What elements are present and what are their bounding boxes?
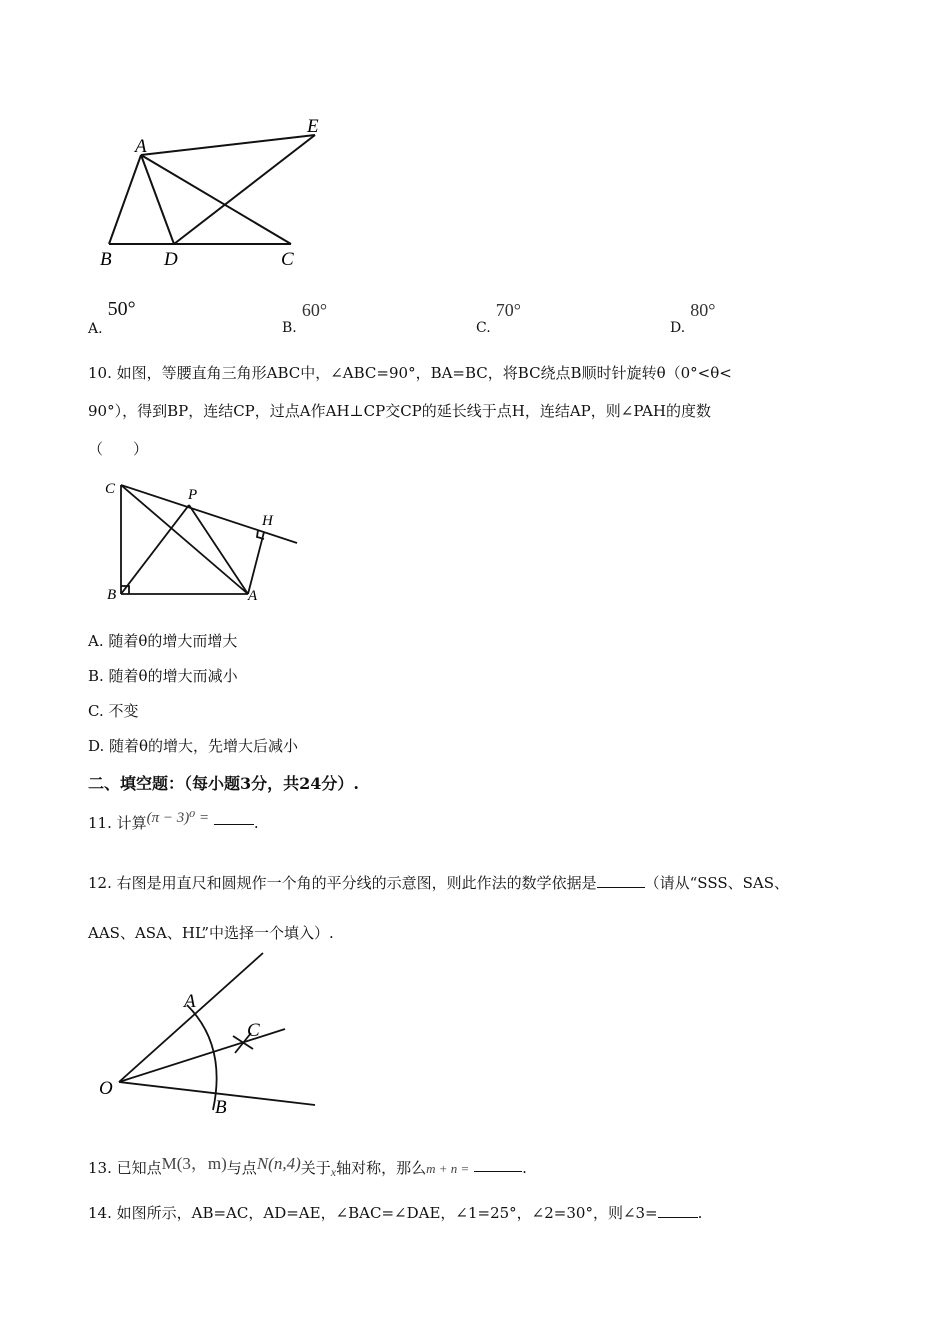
q10-label-h: H bbox=[262, 513, 273, 529]
q12-line1-text: 12. 右图是用直尺和圆规作一个角的平分线的示意图，则此作法的数学依据是 bbox=[88, 874, 597, 892]
q11-answer-blank bbox=[214, 810, 254, 825]
q9-option-a-value: 50° bbox=[107, 298, 136, 320]
q9-option-d bbox=[670, 300, 716, 336]
q12-label-c: C bbox=[247, 1020, 260, 1041]
q13 bbox=[88, 1149, 527, 1179]
q12-answer-blank bbox=[597, 873, 645, 888]
q9-option-c-letter: C. bbox=[476, 320, 491, 336]
q10-option-a: A. 随着θ的增大而增大 bbox=[88, 632, 238, 650]
q13-prefix: 13. 已知点 bbox=[88, 1159, 162, 1177]
q9-figure bbox=[95, 110, 345, 275]
q9-option-a bbox=[88, 298, 136, 337]
q9-label-e: E bbox=[307, 116, 319, 137]
q9-option-b-letter: B. bbox=[282, 320, 297, 336]
q12-figure bbox=[95, 945, 325, 1120]
q10-option-c: C. 不变 bbox=[88, 702, 139, 720]
q9-label-a: A bbox=[135, 136, 147, 157]
q14-text: 14. 如图所示，AB=AC，AD=AE，∠BAC=∠DAE，∠1=25°，∠2=30°，则∠3= bbox=[88, 1204, 658, 1222]
q10-option-d: D. 随着θ的增大，先增大后减小 bbox=[88, 737, 299, 755]
q10-line1: 10. 如图，等腰直角三角形ABC中，∠ABC=90°，BA=BC，将BC绕点B顺时针旋转θ（0°<θ< bbox=[88, 364, 732, 382]
q13-answer-blank bbox=[474, 1157, 522, 1172]
q9-option-d-letter: D. bbox=[670, 320, 686, 336]
q10-label-a: A bbox=[248, 588, 258, 604]
q13-point-m: M(3，m) bbox=[161, 1154, 227, 1173]
q13-point-n: N(n,4) bbox=[256, 1154, 301, 1173]
q11-formula: (π − 3)⁰ = bbox=[146, 810, 210, 826]
q11 bbox=[88, 806, 259, 832]
q13-tail: 轴对称，那么 bbox=[336, 1159, 427, 1177]
q10-figure bbox=[100, 475, 310, 610]
q9-label-c: C bbox=[281, 249, 294, 270]
q9-option-b bbox=[282, 300, 328, 336]
q9-option-c-value: 70° bbox=[495, 300, 521, 320]
q10-option-b: B. 随着θ的增大而减小 bbox=[88, 667, 238, 685]
q14-end: . bbox=[697, 1204, 703, 1222]
q9-label-b: B bbox=[100, 249, 112, 270]
q11-prefix: 11. 计算 bbox=[88, 814, 147, 832]
q10-line2: 90°），得到BP，连结CP，过点A作AH⊥CP交CP的延长线于点H，连结AP，则∠PAH的度数 bbox=[88, 402, 711, 420]
q13-expr: m + n = bbox=[426, 1161, 470, 1176]
q12-line1 bbox=[88, 872, 789, 893]
q12-label-a: A bbox=[184, 991, 196, 1012]
q12-label-o: O bbox=[99, 1078, 113, 1099]
q9-option-d-value: 80° bbox=[690, 300, 716, 320]
q12-label-b: B bbox=[215, 1097, 227, 1118]
q13-middle2: 关于 bbox=[300, 1159, 331, 1177]
q9-option-c bbox=[476, 300, 521, 336]
q12-line1-tail: （请从“SSS、SAS、 bbox=[644, 874, 789, 892]
q10-line3: （ ） bbox=[88, 440, 149, 458]
q11-suffix: . bbox=[253, 814, 259, 832]
q9-option-b-value: 60° bbox=[301, 300, 328, 320]
section-2-heading: 二、填空题：（每小题3分，共24分）. bbox=[88, 774, 359, 793]
q10-label-c: C bbox=[105, 481, 116, 497]
q9-label-d: D bbox=[164, 249, 178, 270]
q9-option-a-letter: A. bbox=[88, 321, 103, 337]
q14 bbox=[88, 1202, 702, 1223]
q13-end: . bbox=[522, 1159, 527, 1177]
q13-middle: 与点 bbox=[226, 1159, 257, 1177]
q13-axis: x bbox=[330, 1165, 337, 1179]
q12-line2: AAS、ASA、HL”中选择一个填入）. bbox=[88, 924, 334, 942]
q14-answer-blank bbox=[658, 1203, 698, 1218]
q10-label-b: B bbox=[107, 587, 117, 603]
q10-label-p: P bbox=[188, 487, 198, 503]
